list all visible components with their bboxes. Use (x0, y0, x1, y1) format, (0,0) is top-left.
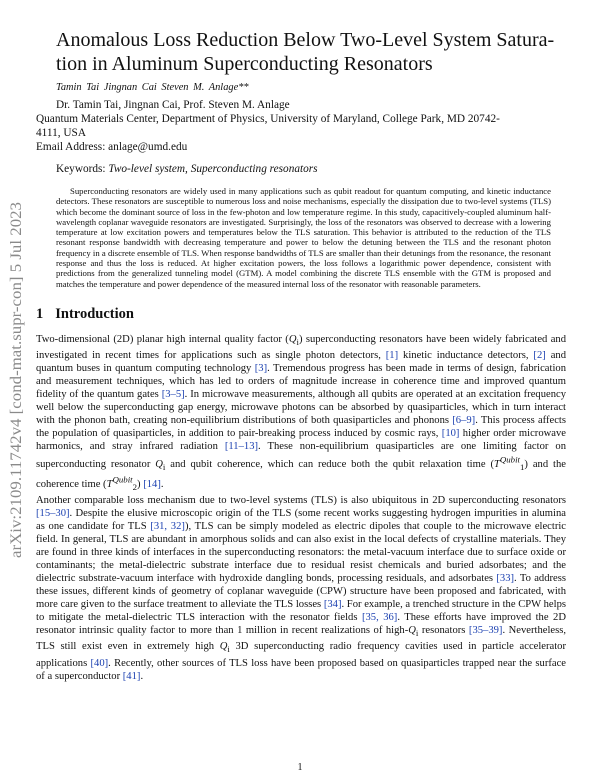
paragraph: Another comparable loss mechanism due to two-level systems (TLS) is also ubiquitous in 2D superconducting resonators [15–30]. Despite the elusive microscopic origin of the TLS (some recent works suggesting hydrogen impurities in alumina as one candidate for TLS [31, 32]), TLS can be simply modeled as electric dipoles that couple to the microwave electric field. In general, TLS are abundant in amorphous solids and can also exist in the local defects of crystalline materials. They are found in three kinds of interfaces in the superconducting resonators: the metal-vacuum interface due to surface oxide or contaminants; the metal-dielectric substrate interface due to residual resist chemicals and buried adsorbates; and the dielectric substrate-vacuum interface with hydroxide dangling bonds, processing residuals, and adsorbates [33]. To address these issues, different kinds of geometry of coplanar waveguide (CPW) structure have been proposed and fabricated, with more care given to the surface treatment to alleviate the TLS losses [34]. For example, a trenched structure in the CPW helps to mitigate the metal-dielectric TLS interaction with the resonator fields [35, 36]. These efforts have improved the 2D resonator intrinsic quality factor to more than 1 million in recent realizations of high-$Q_i$ resonators [35–39]. Nevertheless, TLS still exist even in extremely high $Q_i$ 3D superconducting radio frequency cavities used in particle accelerator applications [40]. Recently, other sources of TLS loss have been proposed based on quasiparticles trapped near the surface of a superconductor [41]. (36, 495, 567, 682)
citation-link[interactable]: [11–13] (224, 441, 259, 453)
paragraph: Two-dimensional (2D) planar high internal quality factor $(Q_i)$ superconducting resonators have been widely fabricated and investigated in recent times for applications such as single photon detectors, [1] kinetic inductance detectors, [2] and quantum buses in quantum computing technology [3]. Tremendous progress has been made in terms of design, fabrication and measurement techniques, which has led to orders of magnitude increase in coherence time and improved quantum fidelity of the quantum gates [3–5]. In microwave measurements, although all qubits are operated at an excitation frequency well below the superconducting gap energy, microwave photons can be absorbed by quasiparticles, which in turn interact with the phonon bath, creating non-equilibrium distributions of both quasiparticles and phonons [6–9]. This process affects the population of quasiparticles, in addition to pair-breaking process induced by cosmic rays, [10] higher order microwave harmonics, and stray infrared radiation [11–13]. These non-equilibrium quasiparticles are one limiting factor on superconducting resonator $Q_i$ and qubit coherence, which can reduce both the qubit relaxation time $(T^{Qubit}_1)$ and the coherence time $(T^{Qubit}_2)$ [14]. (36, 333, 567, 493)
paper-content (36, 28, 566, 683)
math-t1: T (493, 458, 500, 470)
citation-link[interactable]: [34] (323, 599, 342, 611)
address-line-2: 4111, USA (36, 127, 87, 139)
citation-link[interactable]: [3] (254, 363, 268, 375)
keywords-line (56, 162, 566, 176)
paper-title (56, 28, 566, 76)
author-list: Tamin Tai Jingnan Cai Steven M. Anlage** (56, 82, 249, 93)
math-q: Q (219, 641, 228, 653)
affiliation-block (36, 98, 566, 154)
arxiv-identifier-stamp (2, 198, 28, 558)
page-number: 1 (297, 762, 303, 773)
citation-link[interactable]: [33] (496, 573, 515, 585)
citation-link[interactable]: [15–30] (36, 508, 70, 520)
citation-link[interactable]: [1] (385, 350, 399, 362)
email-line: Email Address: anlage@umd.edu (36, 141, 188, 153)
address-line-1: Quantum Materials Center, Department of Physics, University of Maryland, College Park, MD 20742- (36, 113, 500, 125)
keywords-label: Keywords: (56, 163, 106, 175)
section-title: Introduction (55, 305, 134, 322)
math-q: Q (288, 333, 297, 345)
title-line-1: Anomalous Loss Reduction Below Two-Level System Satura- (56, 29, 555, 51)
math-t2: T (106, 479, 113, 491)
math-q: Q (408, 625, 416, 637)
citation-link[interactable]: [41] (122, 670, 141, 682)
introduction-body (36, 333, 566, 683)
section-heading (36, 305, 566, 323)
citation-link[interactable]: [14] (143, 479, 161, 491)
author-names: Dr. Tamin Tai, Jingnan Cai, Prof. Steven M. Anlage (56, 99, 290, 111)
section-number: 1 (36, 305, 44, 322)
citation-link[interactable]: [31, 32] (150, 521, 185, 533)
citation-link[interactable]: [10] (441, 428, 460, 440)
citation-link[interactable]: [3–5] (161, 389, 185, 401)
keywords-value: Two-level system, Superconducting resonators (108, 163, 318, 175)
citation-link[interactable]: [2] (533, 350, 546, 362)
abstract: Superconducting resonators are widely used in many applications such as qubit readout for quantum computing, and kinetic inductance detectors. These resonators are susceptible to numerous loss and noise mechanisms, especially the dissipation due to two-level systems (TLS) which become the dominant source of loss in the few-photon and low temperature regime. In this study, capacitively-coupled aluminum half-wavelength coplanar waveguide resonators are investigated. Surprisingly, the loss of the resonators was observed to decrease with a lowering temperature at low excitation powers and temperatures below the TLS saturation. This behavior is attributed to the reduction of the TLS resonant response bandwidth with decreasing temperature and power to below the detuning between the TLS and the resonant photon frequency in a discrete ensemble of TLS. When response bandwidths of TLS are smaller than their detunings from the resonance, the resonant response and thus the loss is reduced. At higher excitation powers, the loss follows a logarithmic power dependence, consistent with predictions from the generalized tunneling model (GTM). A model combining the discrete TLS ensemble with the GTM is proposed and matches the temperature and power dependence of the measured internal loss of the resonator with reasonable parameters. (56, 186, 551, 289)
citation-link[interactable]: [40] (90, 657, 109, 669)
citation-link[interactable]: [35–39] (468, 625, 503, 637)
arxiv-stamp-text: arXiv:2109.11742v4 [cond-mat.supr-con] 5 Jul 2023 (8, 220, 25, 558)
citation-link[interactable]: [35, 36] (361, 612, 398, 624)
math-q: Q (155, 458, 163, 470)
citation-link[interactable]: [6–9] (452, 415, 476, 427)
title-line-2: tion in Aluminum Superconducting Resonators (56, 53, 433, 75)
